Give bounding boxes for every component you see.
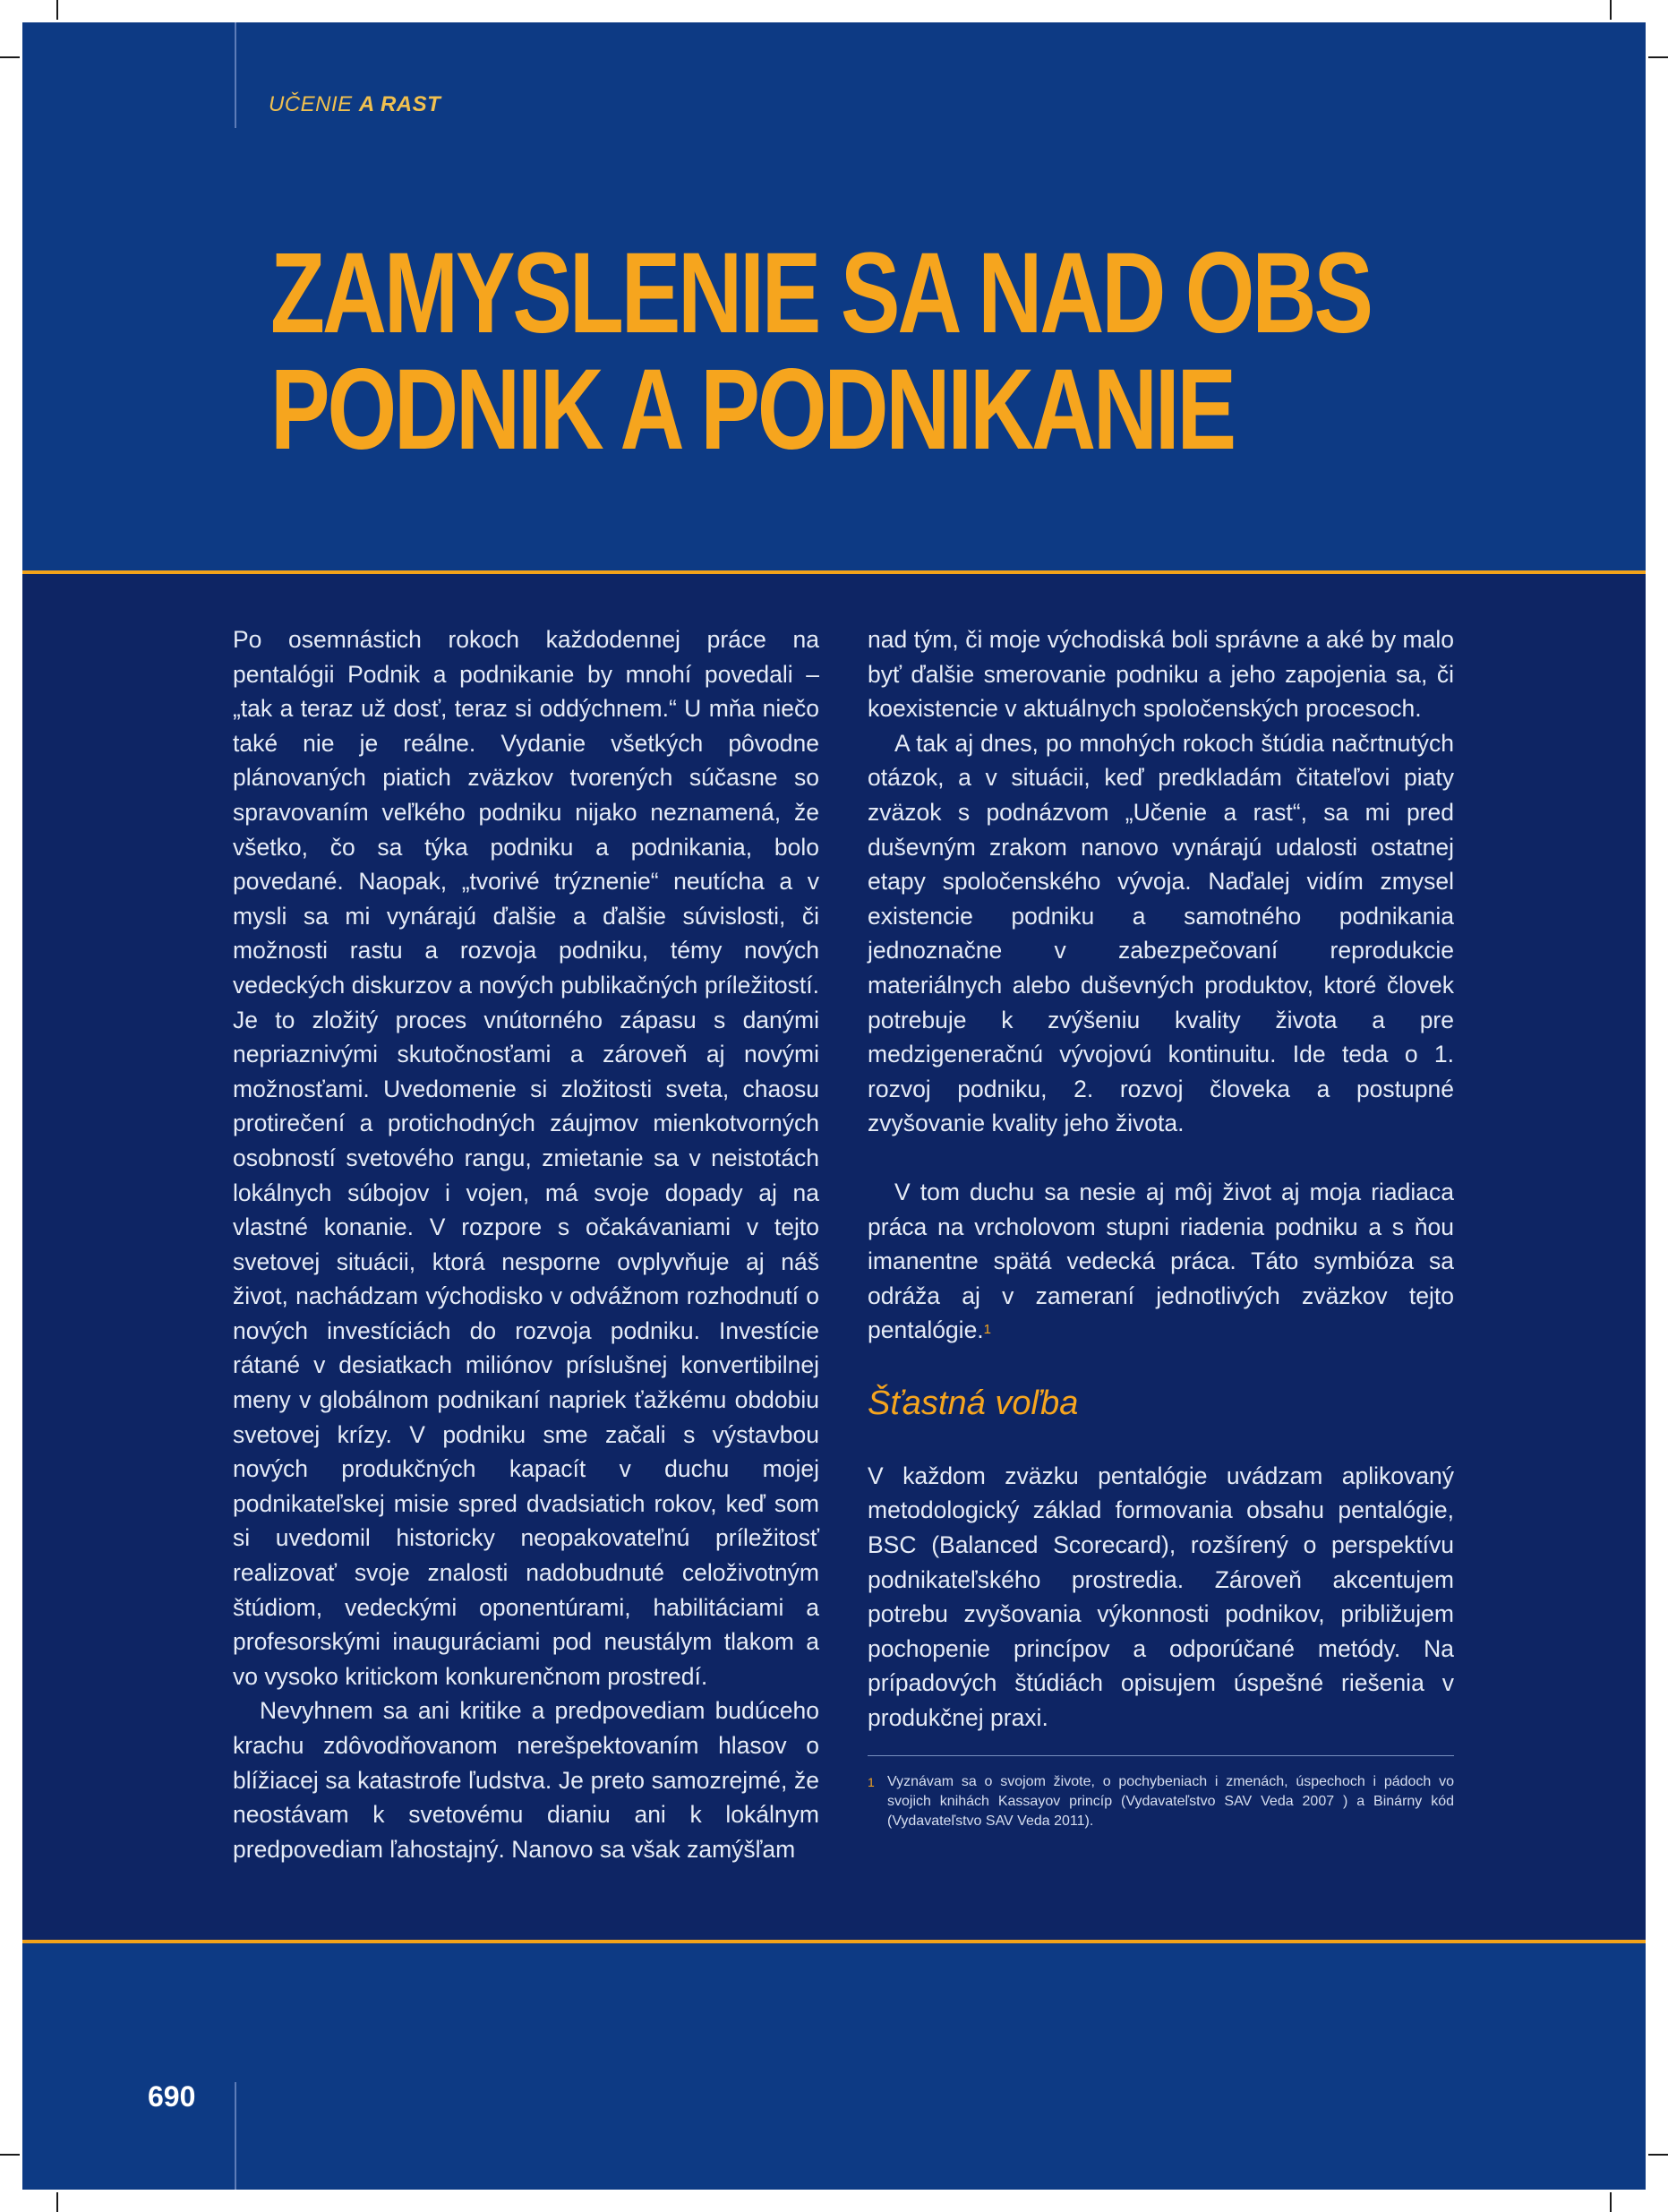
right-text-column — [868, 622, 1454, 1831]
top-orange-rule — [22, 570, 1646, 574]
footnote-text: Vyznávam sa o svojom živote, o pochybeniach i zmenách, úspechoch i pádoch vo svojich knihách Kassayov princíp (Vydavateľstvo SAV Veda 2007 ) a Binárny kód (Vydavateľstvo SAV Veda 2011). — [887, 1773, 1454, 1829]
crop-mark-bottom-right-v — [1610, 2192, 1612, 2212]
footnote-divider — [868, 1755, 1454, 1756]
right-paragraph-2: A tak aj dnes, po mnohých rokoch štúdia načrtnutých otázok, a v situácii, keď predkladám čitateľovi piaty zväzok s podnázvom „Učenie a rast“, sa mi pred duševným zrakom nanovo vynárajú udalosti ostatnej etapy spoločenského vývoja. Naďalej vidím zmysel existencie podniku a samotného podnikania jednoznačne v zabezpečovaní reprodukcie materiálnych alebo duševných produktov, ktoré človek potrebuje k zvýšeniu kvality života a pre medzigeneračnú vývojovú kontinuitu. Ide teda o 1. rozvoj podniku, 2. rozvoj človeka a postupné zvyšovanie kvality jeho života. — [868, 729, 1454, 1137]
crop-mark-bottom-left-h — [0, 2154, 20, 2156]
crop-mark-top-right-h — [1648, 56, 1668, 58]
title-line-1: ZAMYSLENIE SA NAD OBS — [270, 229, 1371, 357]
crop-mark-bottom-right-h — [1648, 2154, 1668, 2156]
right-paragraph-4: V každom zväzku pentalógie uvádzam aplikovaný metodologický základ formovania obsahu pentalógie, BSC (Balanced Scorecard), rozšírený o perspektívu podnikateľského prostredia. Zároveň akcentujem potrebu zvyšovania výkonnosti podnikov, približujem pochopenie princípov a odporúčané metódy. Na prípadových štúdiách opisujem úspešné riešenia v produkčnej praxi. — [868, 1462, 1454, 1732]
footnote — [868, 1772, 1454, 1831]
right-paragraph-1: nad tým, či moje východiská boli správne a aké by malo byť ďalšie smerovanie podniku a jeho zapojenia sa, či koexistencie v aktuálnych spoločenských procesoch. — [868, 626, 1454, 723]
crop-mark-bottom-left-v — [56, 2192, 58, 2212]
crop-mark-top-left-h — [0, 56, 20, 58]
header-vertical-line — [235, 22, 236, 128]
page-title — [270, 229, 1371, 474]
left-paragraph-2: Nevyhnem sa ani kritike a predpovediam budúceho krachu zdôvodňovanom nerešpektovaním hlasov o blížiacej sa katastrofe ľudstva. Je preto samozrejmé, že neostávam k svetovému dianiu ani k lokálnym predpovediam ľahostajný. Nanovo sa však zamýšľam — [233, 1697, 819, 1863]
section-label — [269, 92, 441, 117]
footnote-number: 1 — [868, 1774, 875, 1789]
section-label-part1: UČENIE — [269, 92, 353, 116]
left-text-column — [233, 622, 819, 1866]
page-number: 690 — [148, 2080, 196, 2113]
footer-vertical-line — [235, 2082, 236, 2190]
section-label-part2: A RAST — [358, 92, 441, 116]
crop-mark-top-left-v — [56, 0, 58, 20]
page — [22, 22, 1646, 2190]
bottom-orange-rule — [22, 1940, 1646, 1943]
title-line-2: PODNIK A PODNIKANIE — [270, 346, 1235, 474]
crop-mark-top-right-v — [1610, 0, 1612, 20]
right-paragraph-3 — [868, 1175, 1454, 1348]
footnote-reference[interactable]: 1 — [983, 1322, 992, 1338]
section-subheading: Šťastná voľba — [868, 1384, 1079, 1422]
left-paragraph-1: Po osemnástich rokoch každodennej práce na pentalógii Podnik a podnikanie by mnohí povedali – „tak a teraz už dosť, teraz si oddýchnem.“ U mňa niečo také nie je reálne. Vydanie všetkých pôvodne plánovaných piatich zväzkov tvorených súčasne so spravovaním veľkého podniku nijako neznamená, že všetko, čo sa týka podniku a podnikania, bolo povedané. Naopak, „tvorivé trýznenie“ neutícha a v mysli sa mi vynárajú ďalšie a ďalšie súvislosti, či možnosti rastu a rozvoja podniku, témy nových vedeckých diskurzov a nových publikačných príležitostí. Je to zložitý proces vnútorného zápasu s danými nepriaznivými skutočnosťami a zároveň aj novými možnosťami. Uvedomenie si zložitosti sveta, chaosu protirečení a protichodných záujmov mienkotvorných osobností svetového rangu, zmietanie sa v neistotách lokálnych súbojov i vojen, má svoje dopady aj na vlastné konanie. V rozpore s očakávaniami v tejto svetovej situácii, ktorá nesporne ovplyvňuje aj náš život, nachádzam východisko v odvážnom rozhodnutí o nových investíciách do rozvoja podniku. Investície rátané v desiatkach miliónov príslušnej konvertibilnej meny v globálnom podnikaní napriek ťažkému obdobiu svetovej krízy. V podniku sme začali s výstavbou nových produkčných kapacít v duchu mojej podnikateľskej misie spred dvadsiatich rokov, keď som si uvedomil historicky neopakovateľnú príležitosť realizovať svoje znalosti nadobudnuté celoživotným štúdiom, vedeckými oponentúrami, habilitáciami a profesorskými inauguráciami pod neustálym tlakom a vo vysoko kritickom konkurenčnom prostredí. — [233, 626, 819, 1690]
right-paragraph-3-text: V tom duchu sa nesie aj môj život aj moja riadiaca práca na vrcholovom stupni riadenia podniku a s ňou imanentne spätá vedecká práca. Táto symbióza sa odráža aj v zameraní jednotlivých zväzkov tejto pentalógie. — [868, 1178, 1454, 1344]
